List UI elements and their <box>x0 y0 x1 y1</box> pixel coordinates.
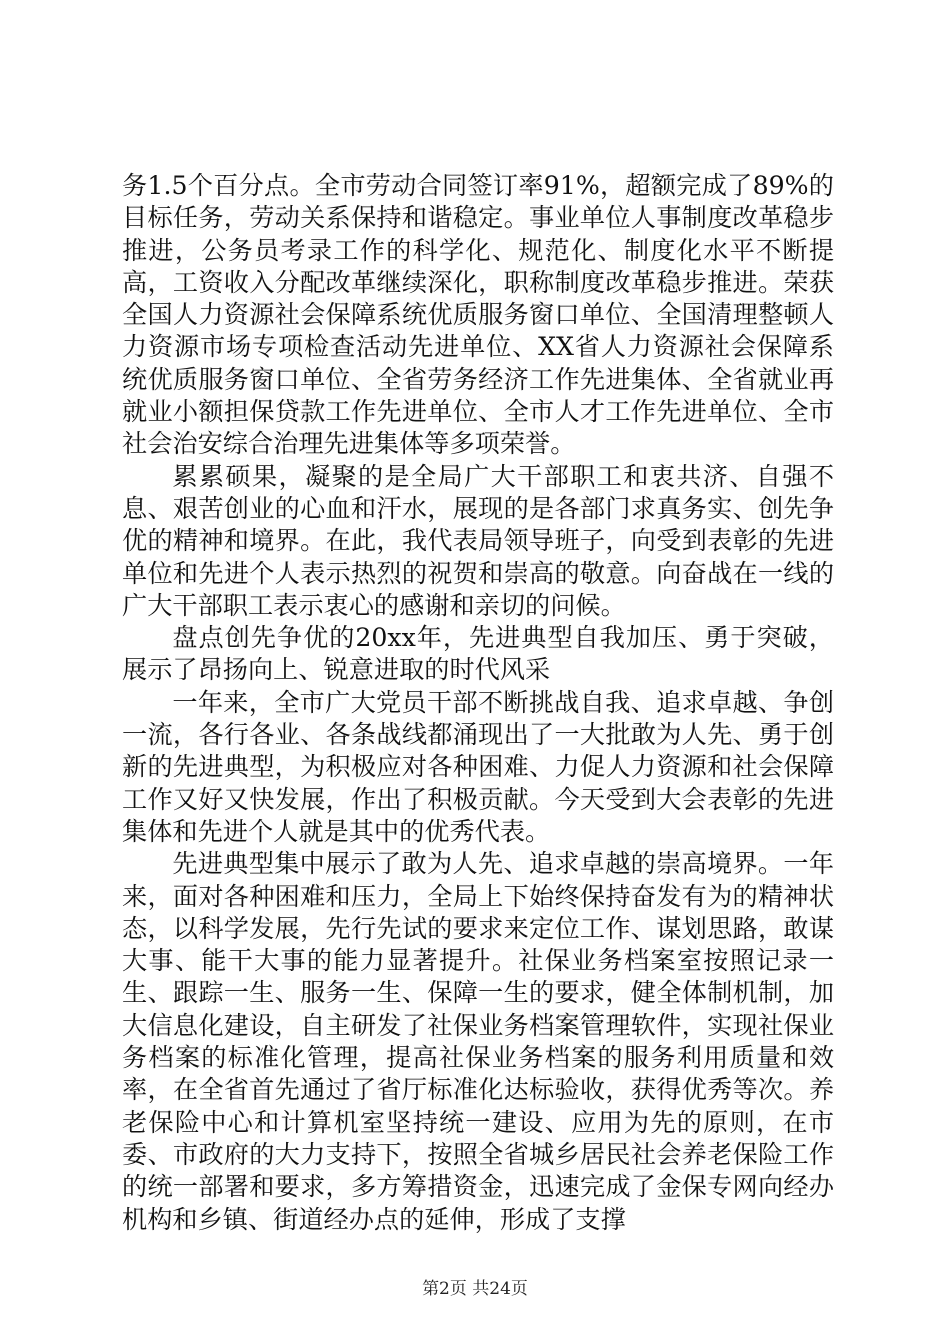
paragraph: 一年来，全市广大党员干部不断挑战自我、追求卓越、争创一流，各行各业、各条战线都涌现出了一大批敢为人先、勇于创新的先进典型，为积极应对各种困难、力促人力资源和社会保障工作又好又快发展，作出了积极贡献。今天受到大会表彰的先进集体和先进个人就是其中的优秀代表。 <box>122 687 834 846</box>
paragraph: 务1.5个百分点。全市劳动合同签订率91%，超额完成了89%的目标任务，劳动关系保持和谐稳定。事业单位人事制度改革稳步推进，公务员考录工作的科学化、规范化、制度化水平不断提高，工资收入分配改革继续深化，职称制度改革稳步推进。荣获全国人力资源社会保障系统优质服务窗口单位、全国清理整顿人力资源市场专项检查活动先进单位、XX省人力资源社会保障系统优质服务窗口单位、全省劳务经济工作先进集体、全省就业再就业小额担保贷款工作先进单位、全市人才工作先进单位、全市社会治安综合治理先进集体等多项荣誉。 <box>122 171 834 459</box>
paragraph: 盘点创先争优的20xx年，先进典型自我加压、勇于突破，展示了昂扬向上、锐意进取的时代风采 <box>122 623 834 685</box>
document-body <box>122 170 834 1236</box>
paragraph: 先进典型集中展示了敢为人先、追求卓越的崇高境界。一年来，面对各种困难和压力，全局上下始终保持奋发有为的精神状态，以科学发展，先行先试的要求来定位工作、谋划思路，敢谋大事、能干大事的能力显著提升。社保业务档案室按照记录一生、跟踪一生、服务一生、保障一生的要求，健全体制机制，加大信息化建设，自主研发了社保业务档案管理软件，实现社保业务档案的标准化管理，提高社保业务档案的服务利用质量和效率，在全省首先通过了省厅标准化达标验收，获得优秀等次。养老保险中心和计算机室坚持统一建设、应用为先的原则，在市委、市政府的大力支持下，按照全省城乡居民社会养老保险工作的统一部署和要求，多方筹措资金，迅速完成了金保专网向经办机构和乡镇、街道经办点的延伸，形成了支撑 <box>122 849 834 1234</box>
paragraph: 累累硕果，凝聚的是全局广大干部职工和衷共济、自强不息、艰苦创业的心血和汗水，展现的是各部门求真务实、创先争优的精神和境界。在此，我代表局领导班子，向受到表彰的先进单位和先进个人表示热烈的祝贺和崇高的敬意。向奋战在一线的广大干部职工表示衷心的感谢和亲切的问候。 <box>122 461 834 620</box>
page-number-footer: 第2页 共24页 <box>422 1279 528 1299</box>
